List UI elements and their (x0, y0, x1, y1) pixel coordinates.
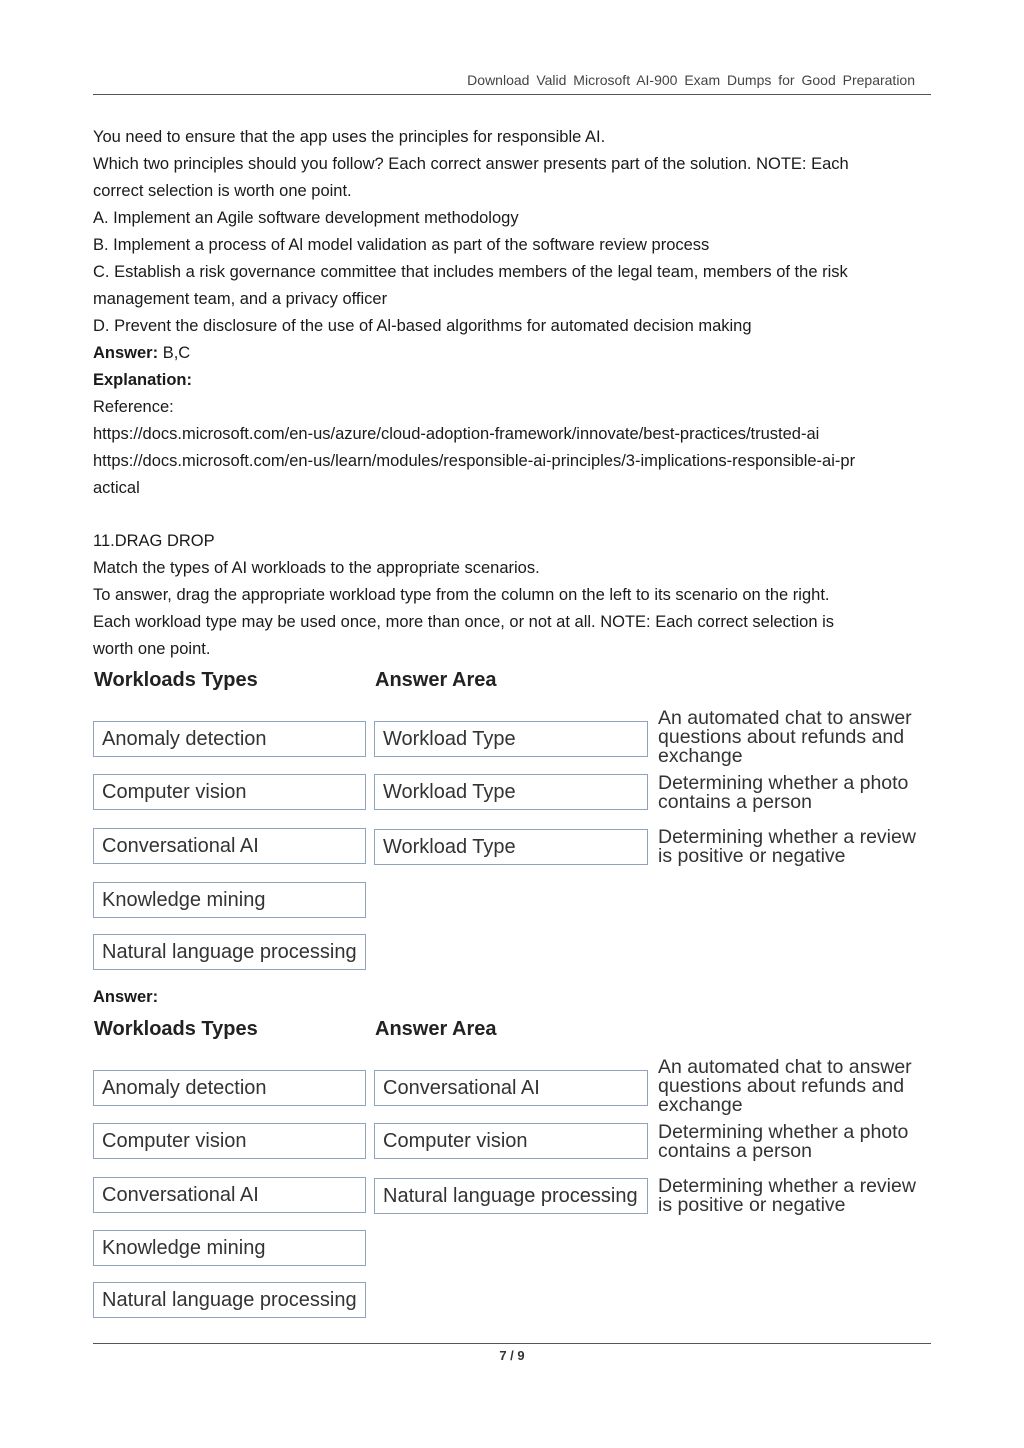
q10-line3: correct selection is worth one point. (93, 182, 352, 200)
q10-line2: Which two principles should you follow? Each correct answer presents part of the solution. NOTE: Each (93, 155, 849, 173)
reference-link-2a[interactable]: https://docs.microsoft.com/en-us/learn/modules/responsible-ai-principles/3-implications-responsible-ai-pr (93, 452, 856, 470)
workload-option[interactable]: Natural language processing (93, 1282, 366, 1318)
option-a: A. Implement an Agile software development methodology (93, 209, 519, 227)
workload-option[interactable]: Natural language processing (93, 934, 366, 970)
answer-drop-target[interactable]: Workload Type (374, 721, 648, 757)
page-footer (93, 1343, 931, 1363)
answer-value: B,C (158, 344, 191, 362)
answer-drop-target[interactable]: Workload Type (374, 829, 648, 865)
scenario-text: An automated chat to answer questions about refunds and exchange (658, 1056, 912, 1116)
option-c-line1: C. Establish a risk governance committee that includes members of the legal team, members of the risk (93, 263, 848, 281)
reference-link-2b[interactable]: actical (93, 479, 140, 497)
answer-area-heading: Answer Area (375, 1018, 497, 1040)
q11-answer-label: Answer: (93, 988, 159, 1006)
answer-slot[interactable]: Computer vision (374, 1123, 648, 1159)
page-number: 7 / 9 (499, 1348, 525, 1363)
scenario-text: Determining whether a photo contains a person (658, 1121, 909, 1162)
workload-option[interactable]: Conversational AI (93, 1177, 366, 1213)
workload-option[interactable]: Anomaly detection (93, 1070, 366, 1106)
answer-area-heading: Answer Area (375, 669, 497, 691)
header-title: Download Valid Microsoft AI-900 Exam Dumps for Good Preparation (467, 72, 915, 88)
q11-line4: worth one point. (93, 640, 211, 658)
scenario-text: Determining whether a photo contains a person (658, 772, 909, 813)
option-d: D. Prevent the disclosure of the use of Al-based algorithms for automated decision making (93, 317, 752, 335)
scenario-text: An automated chat to answer questions about refunds and exchange (658, 707, 912, 767)
workload-option[interactable]: Computer vision (93, 774, 366, 810)
scenario-text: Determining whether a review is positive or negative (658, 1175, 916, 1216)
workloads-types-heading: Workloads Types (94, 669, 258, 691)
answer-slot[interactable]: Natural language processing (374, 1178, 648, 1214)
workload-option[interactable]: Knowledge mining (93, 1230, 366, 1266)
q10-line1: You need to ensure that the app uses the principles for responsible AI. (93, 128, 606, 146)
q11-line2: To answer, drag the appropriate workload type from the column on the left to its scenario on the right. (93, 586, 830, 604)
workload-option[interactable]: Conversational AI (93, 828, 366, 864)
option-b: B. Implement a process of Al model validation as part of the software review process (93, 236, 710, 254)
scenario-text: Determining whether a review is positive or negative (658, 826, 916, 867)
explanation-label: Explanation: (93, 371, 193, 389)
q11-line3: Each workload type may be used once, more than once, or not at all. NOTE: Each correct selection is (93, 613, 835, 631)
answer-drop-target[interactable]: Workload Type (374, 774, 648, 810)
workload-option[interactable]: Knowledge mining (93, 882, 366, 918)
workload-option[interactable]: Anomaly detection (93, 721, 366, 757)
page-header (93, 72, 931, 95)
q10-answer (93, 340, 190, 367)
q11-line1: Match the types of AI workloads to the appropriate scenarios. (93, 559, 540, 577)
workload-option[interactable]: Computer vision (93, 1123, 366, 1159)
reference-label: Reference: (93, 398, 174, 416)
q11-title: 11.DRAG DROP (93, 532, 215, 550)
answer-label: Answer: (93, 344, 159, 362)
answer-slot[interactable]: Conversational AI (374, 1070, 648, 1106)
reference-link-1[interactable]: https://docs.microsoft.com/en-us/azure/cloud-adoption-framework/innovate/best-practices/trusted-ai (93, 425, 820, 443)
option-c-line2: management team, and a privacy officer (93, 290, 388, 308)
workloads-types-heading: Workloads Types (94, 1018, 258, 1040)
